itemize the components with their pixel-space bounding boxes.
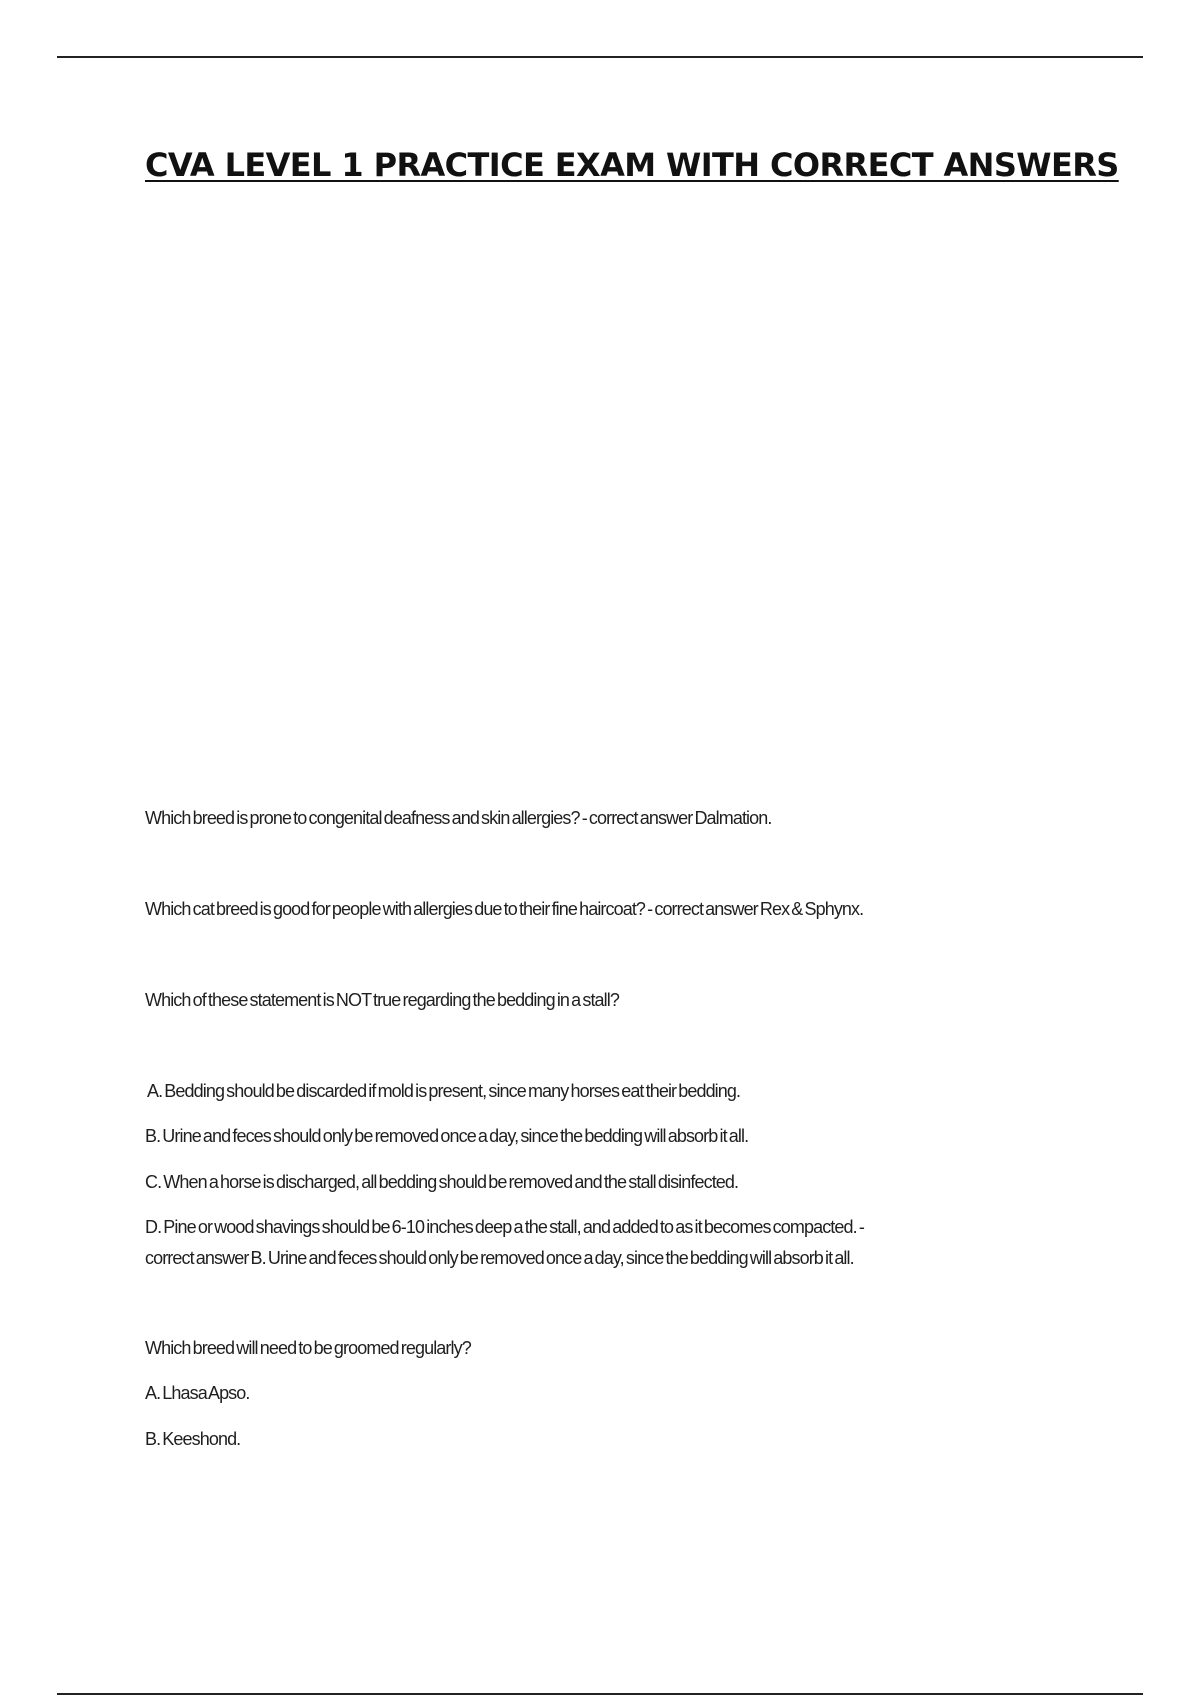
page-title: CVA LEVEL 1 PRACTICE EXAM WITH CORRECT ANSWERS (145, 146, 1119, 184)
question-3-option-c: C. When a horse is discharged, all bedding should be removed and the stall disinfected. (145, 1172, 739, 1192)
question-4: Which breed will need to be groomed regularly? (145, 1338, 471, 1358)
question-3-answer: correct answer B. Urine and feces should only be removed once a day, since the bedding will absorb it all. (145, 1248, 854, 1268)
bottom-rule (57, 1693, 1143, 1695)
question-3-option-a: A. Bedding should be discarded if mold is present, since many horses eat their bedding. (147, 1081, 741, 1101)
question-1: Which breed is prone to congenital deafness and skin allergies? - correct answer Dalmation. (145, 808, 772, 828)
question-4-option-b: B. Keeshond. (145, 1429, 241, 1449)
question-3-option-b: B. Urine and feces should only be removed once a day, since the bedding will absorb it all. (145, 1126, 749, 1146)
question-3-option-d: D. Pine or wood shavings should be 6-10 inches deep a the stall, and added to as it becomes compacted. - (145, 1217, 864, 1237)
question-3: Which of these statement is NOT true regarding the bedding in a stall? (145, 990, 619, 1010)
top-rule (57, 56, 1143, 58)
question-4-option-a: A. Lhasa Apso. (145, 1383, 250, 1403)
question-2: Which cat breed is good for people with allergies due to their fine haircoat? - correct answer Rex & Sphynx. (145, 899, 864, 919)
